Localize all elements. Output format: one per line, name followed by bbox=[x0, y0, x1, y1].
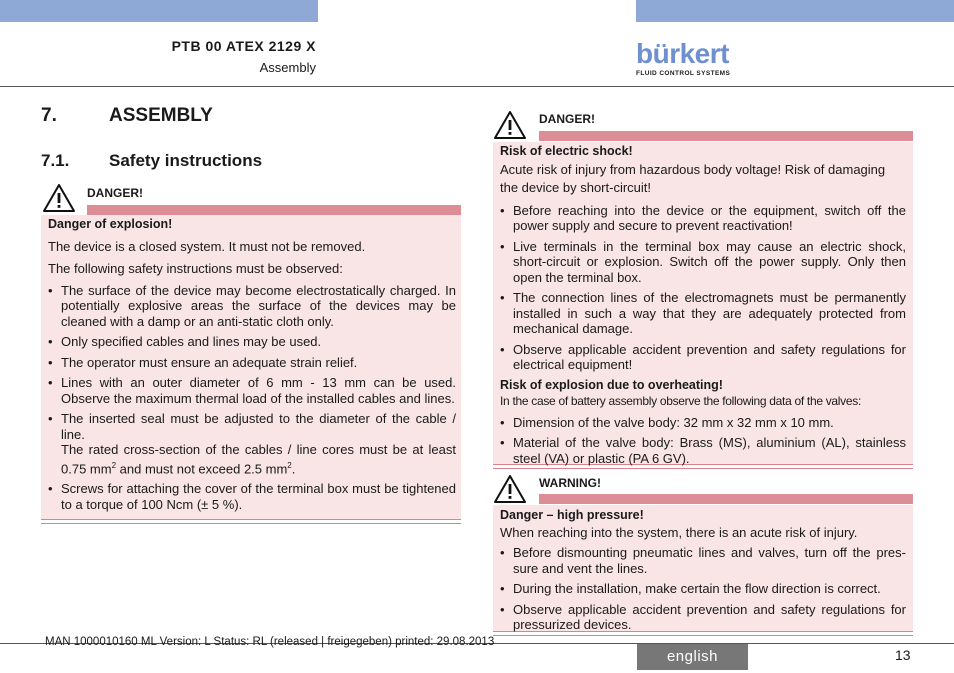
danger-label: DANGER! bbox=[87, 186, 143, 200]
page-number: 13 bbox=[895, 647, 911, 663]
list-item: • Observe applicable accident prevention and safety regulations for pressurized devices. bbox=[500, 602, 906, 633]
warning-triangle-icon bbox=[493, 110, 527, 140]
danger-title: Danger of explosion! bbox=[48, 217, 173, 231]
warning-label: WARNING! bbox=[539, 476, 601, 490]
section-number: 7.1. bbox=[41, 151, 70, 170]
list-item: • Screws for attaching the cover of the terminal box must be tightened to a torque of 100 Ncm (± 5 %). bbox=[48, 481, 456, 512]
warning-triangle-icon bbox=[42, 183, 76, 213]
language-tab: english bbox=[637, 644, 748, 670]
chapter-heading bbox=[41, 105, 213, 127]
paragraph: In the case of battery assembly observe the following data of the valves: bbox=[500, 394, 861, 408]
list-item: • Only specified cables and lines may be used. bbox=[48, 334, 456, 350]
paragraph: When reaching into the system, there is an acute risk of injury. bbox=[500, 524, 858, 540]
list-item: • During the installation, make certain the flow direction is correct. bbox=[500, 581, 906, 597]
section-title: Safety instructions bbox=[109, 151, 263, 170]
safety-list bbox=[500, 203, 906, 373]
safety-list bbox=[500, 415, 906, 467]
list-item: • Live terminals in the terminal box may cause an electric shock, short-circuit or explosion. Switch off the power supply. Only then open the terminal box. bbox=[500, 239, 906, 286]
document-code: PTB 00 ATEX 2129 X bbox=[171, 38, 316, 54]
chapter-number: 7. bbox=[41, 105, 57, 126]
list-item: • Lines with an outer diameter of 6 mm - 13 mm can be used. Observe the maximum thermal load of the installed cables and lines. bbox=[48, 375, 456, 406]
paragraph: Acute risk of injury from hazardous body voltage! Risk of damaging the device by short-circuit! bbox=[500, 161, 886, 195]
list-item: • The operator must ensure an adequate strain relief. bbox=[48, 355, 456, 371]
logo-tagline: FLUID CONTROL SYSTEMS bbox=[636, 70, 731, 77]
document-info: MAN 1000010160 ML Version: L Status: RL (released | freigegeben) printed: 29.08.2013 bbox=[45, 636, 495, 648]
warning-title: Danger – high pressure! bbox=[500, 508, 644, 522]
danger-box-electric bbox=[493, 109, 913, 465]
list-item: • Dimension of the valve body: 32 mm x 32 mm x 10 mm. bbox=[500, 415, 906, 431]
section-name: Assembly bbox=[259, 60, 316, 75]
danger-title: Risk of explosion due to overheating! bbox=[500, 377, 723, 392]
paragraph: The following safety instructions must be observed: bbox=[48, 261, 343, 276]
paragraph: The device is a closed system. It must not be removed. bbox=[48, 238, 366, 254]
top-bar-left bbox=[0, 0, 318, 22]
list-item: • Before dismounting pneumatic lines and valves, turn off the pres-sure and vent the lines. bbox=[500, 545, 906, 576]
burkert-logo bbox=[636, 40, 736, 80]
list-item: • Before reaching into the device or the equipment, switch off the power supply and secure to prevent reactivation! bbox=[500, 203, 906, 234]
list-item: • Material of the valve body: Brass (MS), aluminium (AL), stainless steel (VA) or plastic (PA 6 GV). bbox=[500, 435, 906, 466]
top-bar-right bbox=[636, 0, 954, 22]
section-heading bbox=[41, 151, 262, 171]
safety-list bbox=[500, 545, 906, 633]
warning-triangle-icon bbox=[493, 474, 527, 504]
danger-bar bbox=[87, 205, 461, 215]
list-item: • The connection lines of the electromagnets must be permanently installed in such a way that they are adequately protected from mechanical damage. bbox=[500, 290, 906, 337]
chapter-title: ASSEMBLY bbox=[109, 105, 213, 126]
logo-wordmark: bürkert bbox=[636, 38, 729, 69]
header-divider bbox=[0, 86, 954, 87]
list-item: • Observe applicable accident prevention and safety regulations for electrical equipment! bbox=[500, 342, 906, 373]
danger-bar bbox=[539, 131, 913, 141]
danger-box-explosion bbox=[41, 183, 461, 520]
warning-bar bbox=[539, 494, 913, 504]
warning-box-pressure bbox=[493, 473, 913, 632]
danger-label: DANGER! bbox=[539, 112, 595, 126]
list-item: • The inserted seal must be adjusted to the diameter of the cable / line. The rated cross-section of the cables / line cores must be at least 0.75 $mm^2$ and must not exceed 2.5 $mm^2$. bbox=[48, 411, 456, 476]
list-item: • The surface of the device may become electrostatically charged. In potentially explosive areas the surface of the devices may be cleaned with a damp or an anti-static cloth only. bbox=[48, 283, 456, 330]
danger-title: Risk of electric shock! bbox=[500, 144, 633, 158]
safety-list bbox=[48, 283, 456, 513]
